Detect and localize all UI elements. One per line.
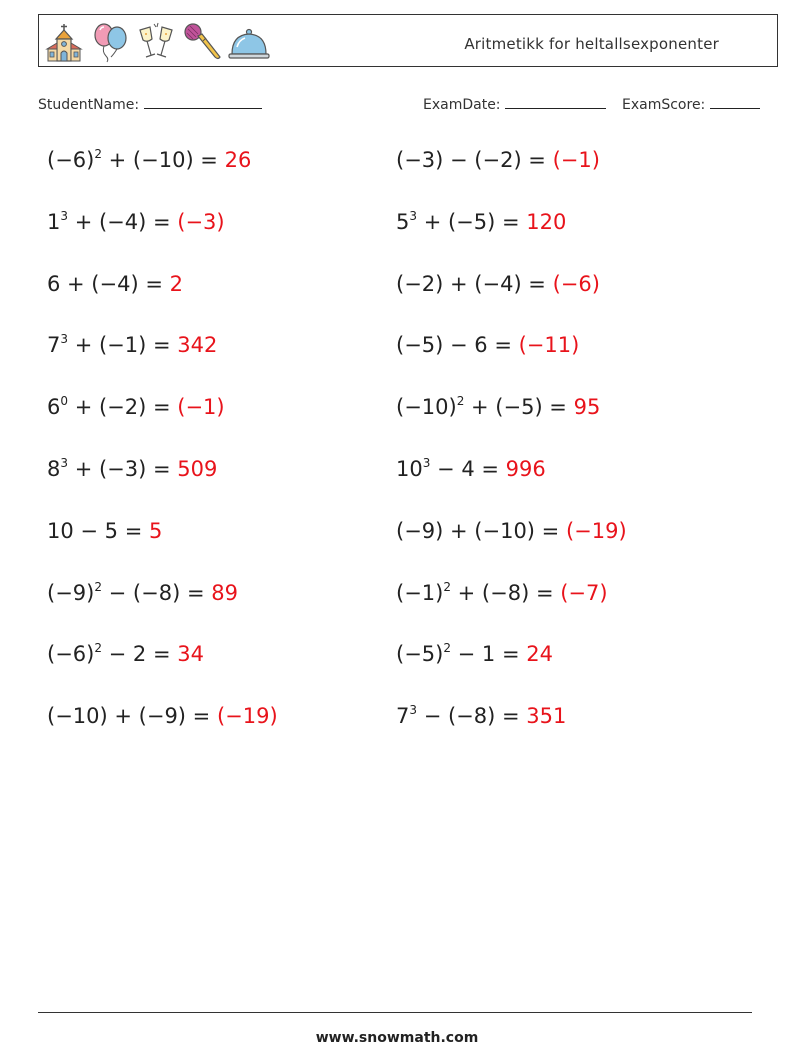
problem-base: (−9) + (−10) = [396, 518, 566, 543]
problem-base: 7 [396, 704, 410, 729]
problem-answer: (−19) [216, 704, 278, 729]
problem-rest: + (−5) = [417, 209, 527, 234]
problem-base: (−6) [47, 642, 95, 667]
problem-answer: (−3) [177, 209, 225, 234]
problem-base: (−6) [47, 148, 95, 172]
exam-date-label: ExamDate: [423, 97, 501, 113]
problem-base: 1 [47, 209, 61, 234]
problem-item [396, 333, 579, 357]
exam-score-field[interactable] [622, 94, 760, 113]
problem-answer: 351 [526, 704, 567, 729]
problem-exponent: 2 [443, 579, 451, 594]
problem-item [396, 642, 553, 666]
problem-answer: 342 [177, 333, 218, 358]
problem-rest: + (−4) = [68, 209, 178, 234]
problem-item [396, 272, 600, 296]
problem-rest: + (−3) = [68, 457, 178, 481]
problem-rest: + (−5) = [464, 395, 574, 420]
problem-item [396, 148, 600, 172]
worksheet-title: Aritmetikk for heltallsexponenter [464, 35, 719, 53]
problem-base: (−5) − 6 = [396, 333, 519, 358]
problem-base: 6 [47, 395, 61, 420]
problem-exponent: 3 [60, 208, 69, 223]
problem-item [47, 642, 204, 666]
problem-base: 8 [47, 457, 61, 481]
student-name-blank[interactable] [144, 94, 262, 109]
problem-item [396, 457, 546, 481]
balloons-icon [89, 21, 131, 63]
student-info-fields [38, 94, 770, 114]
student-name-label: StudentName: [38, 97, 140, 113]
problem-answer: 34 [177, 642, 204, 667]
problem-item [396, 519, 627, 543]
problem-base: (−10) [396, 395, 457, 420]
problem-base: (−10) + (−9) = [47, 704, 217, 729]
problem-base: (−1) [396, 580, 444, 605]
problem-base: 10 [396, 457, 423, 481]
problem-item [47, 333, 217, 357]
problem-item [396, 210, 566, 234]
champagne-glasses-icon [135, 21, 177, 63]
problem-answer: 95 [573, 395, 601, 420]
problem-rest: + (−10) = [101, 148, 225, 172]
problem-base: 6 + (−4) = [47, 271, 170, 296]
problem-item [396, 581, 608, 605]
problem-base: (−2) + (−4) = [396, 271, 553, 296]
exam-date-field[interactable] [423, 94, 606, 113]
problem-answer: 89 [211, 580, 238, 605]
problem-item [396, 704, 566, 728]
problem-exponent: 3 [409, 703, 418, 718]
problem-answer: 26 [224, 148, 252, 172]
problem-answer: 24 [526, 642, 553, 667]
problem-rest: − (−8) = [101, 580, 212, 605]
problem-base: 7 [47, 333, 61, 358]
problem-item [47, 148, 251, 172]
exam-score-blank[interactable] [710, 94, 760, 109]
problem-exponent: 2 [443, 641, 451, 656]
problem-answer: (−1) [552, 148, 600, 172]
worksheet-header [38, 14, 778, 67]
problem-exponent: 3 [60, 332, 69, 347]
problem-answer: 509 [177, 457, 218, 481]
problem-answer: 2 [169, 271, 183, 296]
problem-exponent: 3 [409, 208, 418, 223]
problem-answer: (−19) [565, 518, 627, 543]
problem-item [47, 210, 225, 234]
problem-answer: (−1) [177, 395, 225, 420]
problem-exponent: 2 [94, 579, 102, 594]
problem-answer: 5 [148, 518, 163, 543]
problem-answer: (−7) [560, 580, 608, 605]
problem-exponent: 3 [60, 456, 69, 470]
header-icons [43, 21, 271, 63]
problem-rest: + (−2) = [68, 395, 178, 420]
problem-answer: (−11) [518, 333, 580, 358]
footer-divider [38, 1012, 752, 1013]
problem-exponent: 2 [94, 147, 102, 161]
student-name-field[interactable] [38, 94, 262, 113]
problem-item [47, 457, 217, 481]
problem-rest: − 4 = [430, 457, 506, 481]
problem-rest: + (−1) = [68, 333, 178, 358]
problem-answer: 120 [526, 209, 567, 234]
problem-item [47, 704, 278, 728]
exam-score-label: ExamScore: [622, 97, 706, 113]
problem-rest: + (−8) = [450, 580, 561, 605]
problem-answer: (−6) [552, 271, 600, 296]
problem-base: (−5) [396, 642, 444, 667]
problem-rest: − 1 = [450, 642, 527, 667]
problem-rest: − 2 = [101, 642, 178, 667]
exam-date-blank[interactable] [505, 94, 606, 109]
serving-cloche-icon [227, 21, 271, 63]
problem-item [396, 395, 600, 419]
problem-item [47, 272, 183, 296]
problem-item [47, 395, 225, 419]
church-icon [43, 21, 85, 63]
problem-base: 5 [396, 209, 410, 234]
problem-exponent: 0 [60, 394, 69, 409]
problem-exponent: 2 [94, 641, 102, 656]
problem-base: (−3) − (−2) = [396, 148, 553, 172]
footer-url: www.snowmath.com [315, 1030, 479, 1046]
problem-base: 10 − 5 = [47, 518, 149, 543]
problem-base: (−9) [47, 580, 95, 605]
microphone-icon [181, 21, 223, 63]
problem-answer: 996 [505, 457, 546, 481]
problem-rest: − (−8) = [417, 704, 527, 729]
problem-exponent: 3 [422, 456, 431, 470]
problem-exponent: 2 [456, 394, 465, 409]
problem-item [47, 519, 162, 543]
problem-item [47, 581, 238, 605]
